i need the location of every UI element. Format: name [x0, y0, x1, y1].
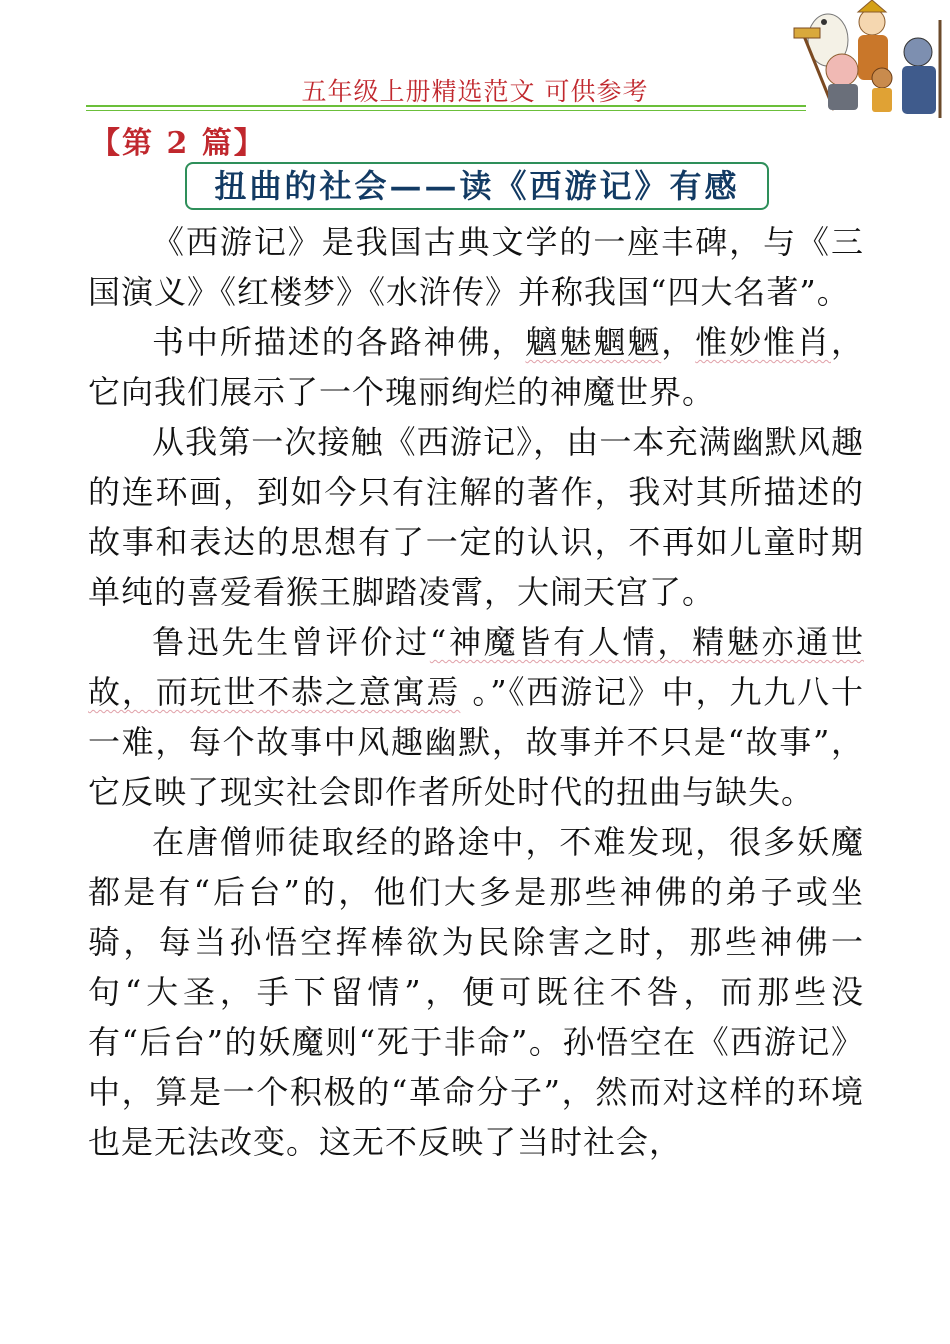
- paragraph-2-part-c: ，: [661, 323, 696, 361]
- article-title: 扭曲的社会——读《西游记》有感: [185, 162, 769, 210]
- paragraph-4-quote: “神魔皆有人情，精魅亦通世故，而玩世不恭之意寓焉: [88, 623, 864, 711]
- monkey-head: [872, 68, 892, 88]
- monk-head: [859, 9, 885, 35]
- header-title: 五年级上册精选范文 可供参考: [301, 77, 649, 106]
- sandy-head: [904, 38, 932, 66]
- paragraph-4-part-c: 。”《西游记》中，九九八十一难，每个故事中风趣幽默，故事并不只是“故事”，它反映了现实社会即作者所处时代的扭曲与缺失。: [88, 673, 864, 811]
- paragraph-5: 在唐僧师徒取经的路途中，不难发现，很多妖魔都是有“后台”的，他们大多是那些神佛的弟子或坐骑，每当孙悟空挥棒欲为民除害之时，那些神佛一句“大圣，手下留情”，便可既往不咎，而那些没有“后台”的妖魔则“死于非命”。孙悟空在《西游记》中，算是一个积极的“革命分子”，然而对这样的环境也是无法改变。这无不反映了当时社会，: [88, 823, 864, 1161]
- article-body: [88, 217, 864, 1167]
- paragraph-3: 从我第一次接触《西游记》，由一本充满幽默风趣的连环画，到如今只有注解的著作，我对其所描述的故事和表达的思想有了一定的认识，不再如儿童时期单纯的喜爱看猴王脚踏凌霄，大闹天宫了。: [88, 423, 864, 611]
- header-divider: [86, 105, 806, 111]
- paragraph-4-part-a: 鲁迅先生曾评价过: [152, 623, 430, 661]
- journey-west-characters-illustration: [790, 0, 950, 118]
- pig-head: [826, 54, 858, 86]
- paragraph-2-idiom-2: 惟妙惟肖: [695, 323, 831, 361]
- paragraph-2-part-e: ，它向我们展示了一个瑰丽绚烂的神魔世界。: [88, 323, 864, 411]
- paragraph-2: [88, 317, 864, 417]
- paragraph-4: [88, 617, 864, 817]
- chapter-label: 【第 2 篇】: [90, 126, 266, 161]
- paragraph-2-idiom-1: 魑魅魍魉: [525, 323, 662, 361]
- paragraph-2-part-a: 书中所描述的各路神佛，: [152, 323, 526, 361]
- paragraph-1: 《西游记》是我国古典文学的一座丰碑，与《三国演义》《红楼梦》《水浒传》并称我国“四大名著”。: [88, 223, 864, 311]
